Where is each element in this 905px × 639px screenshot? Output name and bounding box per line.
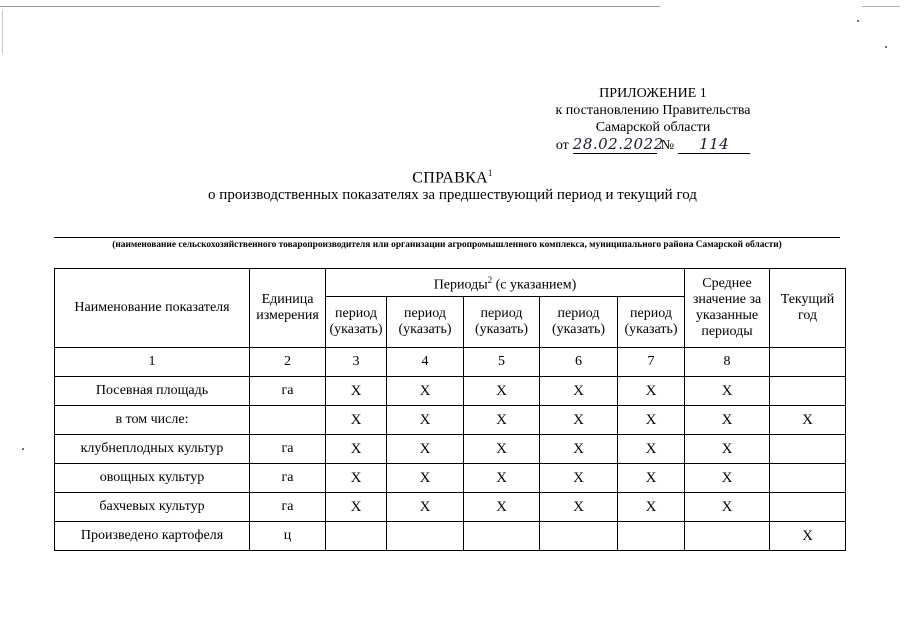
row-cell: X (685, 406, 770, 435)
row-cell: X (387, 435, 464, 464)
row-cell (685, 522, 770, 551)
scan-edge-top-right (862, 6, 900, 7)
row-cell (540, 522, 618, 551)
scan-edge-top (0, 6, 660, 7)
row-cell: X (326, 493, 387, 522)
row-cell: X (685, 377, 770, 406)
header-period: период (указать) (540, 297, 618, 348)
indicators-table (54, 268, 846, 551)
appendix-title: ПРИЛОЖЕНИЕ 1 (599, 86, 707, 101)
row-name: Произведено картофеля (55, 522, 250, 551)
column-number: 8 (685, 348, 770, 377)
row-cell: X (618, 464, 685, 493)
header-periods (326, 269, 685, 297)
row-cell (770, 493, 846, 522)
table-row (55, 493, 846, 522)
periods-label: Периоды (433, 277, 488, 293)
row-cell: X (326, 377, 387, 406)
row-cell: X (464, 464, 540, 493)
scan-speck (885, 46, 887, 48)
row-unit: ц (250, 522, 326, 551)
row-unit: га (250, 464, 326, 493)
row-cell: X (685, 493, 770, 522)
scan-speck (857, 20, 859, 22)
row-cell: X (326, 406, 387, 435)
name-fill-line (54, 237, 840, 238)
header-current-year: Текущий год (770, 269, 846, 348)
row-unit: га (250, 493, 326, 522)
row-cell: X (326, 435, 387, 464)
header-average: Среднее значение за указанные периоды (685, 269, 770, 348)
document-subtitle: о производственных показателях за предшествующий период и текущий год (208, 187, 697, 203)
row-unit: га (250, 435, 326, 464)
row-cell: X (387, 377, 464, 406)
table-row (55, 406, 846, 435)
header-indicator: Наименование показателя (55, 269, 250, 348)
row-cell: X (464, 493, 540, 522)
row-cell (770, 377, 846, 406)
row-cell (770, 464, 846, 493)
row-cell: X (540, 493, 618, 522)
header-row-1 (55, 269, 846, 297)
row-cell: X (540, 435, 618, 464)
row-cell: X (618, 406, 685, 435)
row-cell: X (618, 435, 685, 464)
appendix-block (500, 85, 806, 154)
row-cell: X (770, 522, 846, 551)
column-number: 3 (326, 348, 387, 377)
handwritten-number: 114 (678, 136, 750, 154)
row-cell (387, 522, 464, 551)
row-cell: X (685, 464, 770, 493)
table-row (55, 522, 846, 551)
header-period: период (указать) (464, 297, 540, 348)
name-caption: (наименование сельскохозяйственного товаропроизводителя или организации агропромышленного комплекса, муниципального района Самарской области) (112, 240, 782, 250)
row-cell: X (464, 406, 540, 435)
row-cell: X (387, 493, 464, 522)
column-number (770, 348, 846, 377)
row-cell (464, 522, 540, 551)
row-cell (770, 435, 846, 464)
header-period: период (указать) (618, 297, 685, 348)
appendix-region: Самарской области (595, 120, 711, 135)
scan-speck (22, 448, 24, 450)
column-number: 1 (55, 348, 250, 377)
row-unit: га (250, 377, 326, 406)
row-cell: X (770, 406, 846, 435)
row-cell: X (464, 377, 540, 406)
column-number: 2 (250, 348, 326, 377)
document-title (0, 168, 905, 187)
row-cell: X (387, 406, 464, 435)
table-row (55, 435, 846, 464)
table-row (55, 377, 846, 406)
from-label: от (555, 138, 569, 153)
row-cell: X (540, 406, 618, 435)
column-number: 4 (387, 348, 464, 377)
scan-edge-left (2, 10, 3, 54)
row-name: бахчевых культур (55, 493, 250, 522)
column-number-row (55, 348, 846, 377)
title-footnote: 1 (487, 168, 493, 178)
periods-note: (с указанием) (495, 277, 577, 293)
row-cell: X (326, 464, 387, 493)
column-number: 6 (540, 348, 618, 377)
row-cell: X (540, 377, 618, 406)
row-cell: X (618, 377, 685, 406)
header-period: период (указать) (387, 297, 464, 348)
row-cell: X (618, 493, 685, 522)
row-cell: X (685, 435, 770, 464)
appendix-resolution: к постановлению Правительства (555, 103, 751, 118)
table-row (55, 464, 846, 493)
row-unit (250, 406, 326, 435)
row-name: Посевная площадь (55, 377, 250, 406)
row-cell: X (540, 464, 618, 493)
column-number: 5 (464, 348, 540, 377)
periods-footnote: 2 (487, 274, 493, 285)
row-cell: X (387, 464, 464, 493)
column-number: 7 (618, 348, 685, 377)
row-cell (326, 522, 387, 551)
title-text: СПРАВКА (412, 169, 488, 187)
header-unit: Единица измерения (250, 269, 326, 348)
row-name: в том числе: (55, 406, 250, 435)
handwritten-date: 28.02.2022 (572, 135, 664, 153)
appendix-date-number (500, 136, 806, 154)
row-name: овощных культур (55, 464, 250, 493)
row-name: клубнеплодных культур (55, 435, 250, 464)
header-period: период (указать) (326, 297, 387, 348)
row-cell: X (464, 435, 540, 464)
row-cell (618, 522, 685, 551)
number-label: № (660, 138, 675, 153)
